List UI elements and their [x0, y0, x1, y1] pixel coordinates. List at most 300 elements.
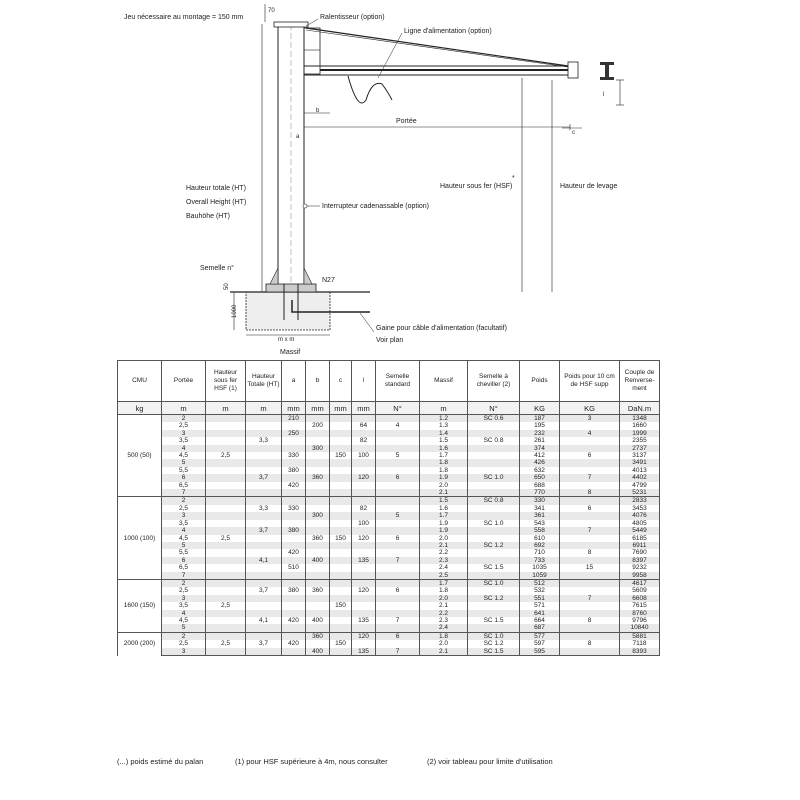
table-cell: 1.6: [420, 445, 468, 452]
table-cell: [352, 624, 376, 632]
table-cell: 1.2: [420, 415, 468, 423]
table-cell: 6: [162, 474, 206, 481]
column-header: CMU: [118, 361, 162, 402]
table-cell: 8: [560, 640, 620, 647]
table-cell: 7: [376, 617, 420, 624]
table-cell: 4,1: [246, 617, 282, 624]
table-cell: 100: [352, 452, 376, 459]
table-cell: 300: [306, 512, 330, 519]
table-cell: [206, 445, 246, 452]
table-cell: 8397: [620, 557, 660, 564]
table-cell: 420: [282, 482, 306, 489]
table-row: [118, 542, 660, 549]
column-header: l: [352, 361, 376, 402]
table-row: [118, 459, 660, 466]
table-cell: [376, 482, 420, 489]
table-cell: [560, 422, 620, 429]
table-cell: [468, 610, 520, 617]
table-cell: 2: [162, 415, 206, 423]
table-cell: [246, 459, 282, 466]
table-cell: 5: [162, 542, 206, 549]
table-cell: [330, 579, 352, 587]
table-cell: [246, 489, 282, 497]
table-cell: 360: [306, 474, 330, 481]
table-cell: 330: [282, 505, 306, 512]
table-cell: [246, 430, 282, 437]
table-cell: [246, 572, 282, 580]
table-cell: 1660: [620, 422, 660, 429]
table-cell: 2,5: [206, 640, 246, 647]
table-row: [118, 467, 660, 474]
ht-de-label: Bauhöhe (HT): [186, 213, 230, 220]
table-cell: [246, 564, 282, 571]
table-cell: 2: [162, 632, 206, 640]
table-cell: [560, 557, 620, 564]
cmu-cell: 2000 (200): [118, 632, 162, 655]
table-cell: 6: [376, 535, 420, 542]
ligne-alimentation-label: Ligne d'alimentation (option): [404, 28, 492, 35]
table-cell: 770: [520, 489, 560, 497]
table-cell: 300: [306, 445, 330, 452]
table-cell: 2,5: [206, 452, 246, 459]
table-header: [118, 361, 660, 415]
table-cell: [330, 564, 352, 571]
table-cell: 2.4: [420, 564, 468, 571]
table-cell: 7: [162, 489, 206, 497]
table-row: [118, 430, 660, 437]
table-cell: [376, 542, 420, 549]
table-cell: [330, 459, 352, 466]
cmu-cell: 1000 (100): [118, 497, 162, 579]
table-cell: 2.2: [420, 549, 468, 556]
table-cell: 2833: [620, 497, 660, 505]
table-cell: [352, 459, 376, 466]
unit-cell: KG: [560, 402, 620, 415]
table-cell: [468, 587, 520, 594]
table-cell: 120: [352, 587, 376, 594]
table-cell: [468, 452, 520, 459]
table-row: [118, 624, 660, 632]
footnote-hsf: (1) pour HSF supérieure à 4m, nous consulter: [235, 757, 388, 766]
table-cell: 150: [330, 452, 352, 459]
table-cell: [376, 640, 420, 647]
table-cell: [352, 527, 376, 534]
table-row: [118, 632, 660, 640]
table-cell: 8393: [620, 648, 660, 656]
table-cell: 6: [560, 452, 620, 459]
table-cell: [246, 610, 282, 617]
table-cell: 374: [520, 445, 560, 452]
table-cell: [352, 497, 376, 505]
table-cell: 2.0: [420, 482, 468, 489]
table-cell: [206, 520, 246, 527]
table-cell: [306, 564, 330, 571]
table-cell: [468, 422, 520, 429]
table-cell: [330, 610, 352, 617]
table-cell: 4,1: [246, 557, 282, 564]
table-cell: [352, 467, 376, 474]
footnotes: [117, 757, 717, 769]
table-cell: [282, 445, 306, 452]
table-cell: [376, 549, 420, 556]
table-cell: [306, 430, 330, 437]
table-cell: [306, 482, 330, 489]
voir-plan-label: Voir plan: [376, 337, 404, 344]
column-header: Semelle à cheviller (2): [468, 361, 520, 402]
table-cell: 4: [376, 422, 420, 429]
table-row: [118, 595, 660, 602]
table-cell: [282, 648, 306, 656]
table-cell: [376, 595, 420, 602]
table-cell: [376, 564, 420, 571]
table-row: [118, 579, 660, 587]
table-cell: 597: [520, 640, 560, 647]
column-header: c: [330, 361, 352, 402]
table-row: [118, 512, 660, 519]
table-cell: [206, 482, 246, 489]
table-cell: 150: [330, 602, 352, 609]
dim-side-label: 50: [224, 283, 230, 290]
table-cell: SC 1.0: [468, 520, 520, 527]
table-cell: [282, 459, 306, 466]
table-cell: [330, 437, 352, 444]
table-cell: [376, 430, 420, 437]
table-cell: 82: [352, 437, 376, 444]
table-cell: 2: [162, 579, 206, 587]
table-row: [118, 572, 660, 580]
table-cell: 9796: [620, 617, 660, 624]
table-cell: [560, 520, 620, 527]
table-row: [118, 415, 660, 423]
table-cell: 400: [306, 648, 330, 656]
portee-label: Portée: [396, 118, 417, 125]
hsf-label: Hauteur sous fer (HSF): [440, 183, 513, 190]
table-cell: [560, 445, 620, 452]
table-cell: 5,5: [162, 549, 206, 556]
table-cell: [560, 632, 620, 640]
cmu-cell: 1600 (150): [118, 579, 162, 632]
table-cell: [282, 624, 306, 632]
table-cell: [330, 430, 352, 437]
table-cell: 2.3: [420, 617, 468, 624]
table-row: [118, 557, 660, 564]
table-cell: 8: [560, 549, 620, 556]
table-cell: 135: [352, 617, 376, 624]
table-cell: 7: [376, 557, 420, 564]
table-cell: [376, 527, 420, 534]
table-cell: [330, 632, 352, 640]
table-cell: SC 1.2: [468, 595, 520, 602]
table-cell: 5881: [620, 632, 660, 640]
table-cell: [330, 549, 352, 556]
table-cell: [306, 640, 330, 647]
table-row: [118, 505, 660, 512]
table-cell: 641: [520, 610, 560, 617]
table-cell: [468, 430, 520, 437]
table-cell: [246, 415, 282, 423]
table-cell: [282, 489, 306, 497]
table-cell: [376, 572, 420, 580]
unit-cell: m: [420, 402, 468, 415]
dim-b-label: b: [316, 108, 320, 114]
table-cell: [352, 445, 376, 452]
table-cell: 1.7: [420, 452, 468, 459]
cmu-cell: 500 (50): [118, 415, 162, 497]
table-cell: [246, 497, 282, 505]
table-cell: SC 1.5: [468, 564, 520, 571]
table-cell: [282, 422, 306, 429]
table-cell: 688: [520, 482, 560, 489]
table-cell: [306, 595, 330, 602]
table-cell: [330, 527, 352, 534]
table-cell: 664: [520, 617, 560, 624]
table-cell: [330, 445, 352, 452]
table-cell: 4013: [620, 467, 660, 474]
table-cell: 6185: [620, 535, 660, 542]
table-row: [118, 497, 660, 505]
column-header: Portée: [162, 361, 206, 402]
table-cell: [306, 579, 330, 587]
table-row: [118, 520, 660, 527]
table-cell: 3: [560, 415, 620, 423]
table-row: [118, 610, 660, 617]
table-cell: [560, 437, 620, 444]
table-cell: [330, 497, 352, 505]
table-cell: [206, 422, 246, 429]
table-cell: [206, 610, 246, 617]
table-cell: 187: [520, 415, 560, 423]
foundation-block: [246, 292, 330, 330]
table-cell: [246, 445, 282, 452]
table-cell: [306, 452, 330, 459]
unit-cell: kg: [118, 402, 162, 415]
table-cell: 3: [162, 430, 206, 437]
table-cell: 360: [306, 587, 330, 594]
table-cell: [376, 459, 420, 466]
unit-cell: N°: [376, 402, 420, 415]
table-cell: 558: [520, 527, 560, 534]
table-cell: [330, 595, 352, 602]
table-cell: 650: [520, 474, 560, 481]
table-row: [118, 587, 660, 594]
unit-cell: N°: [468, 402, 520, 415]
table-cell: [306, 624, 330, 632]
unit-cell: m: [162, 402, 206, 415]
table-cell: 543: [520, 520, 560, 527]
dim-top-label: 70: [268, 8, 275, 14]
table-cell: [330, 557, 352, 564]
table-cell: [560, 602, 620, 609]
table-cell: [282, 595, 306, 602]
unit-cell: m: [246, 402, 282, 415]
table-cell: [468, 445, 520, 452]
table-cell: 6608: [620, 595, 660, 602]
table-cell: [352, 512, 376, 519]
table-cell: 2.1: [420, 542, 468, 549]
table-cell: [330, 587, 352, 594]
table-cell: [246, 452, 282, 459]
table-cell: 135: [352, 557, 376, 564]
table-row: [118, 474, 660, 481]
table-cell: [376, 579, 420, 587]
table-row: [118, 489, 660, 497]
unit-cell: mm: [282, 402, 306, 415]
table-cell: [352, 415, 376, 423]
table-cell: [282, 437, 306, 444]
table-cell: 2.4: [420, 624, 468, 632]
table-cell: 5: [162, 624, 206, 632]
table-row: [118, 564, 660, 571]
table-row: [118, 452, 660, 459]
dim-depth-label: 1000: [232, 304, 238, 318]
table-cell: SC 1.0: [468, 474, 520, 481]
table-cell: [306, 489, 330, 497]
table-cell: 360: [306, 535, 330, 542]
table-cell: [206, 489, 246, 497]
table-cell: 6: [162, 557, 206, 564]
table-cell: SC 1.5: [468, 648, 520, 656]
table-cell: [560, 459, 620, 466]
table-cell: 15: [560, 564, 620, 571]
table-cell: [282, 602, 306, 609]
table-cell: [352, 640, 376, 647]
table-cell: 3137: [620, 452, 660, 459]
table-cell: 5: [376, 452, 420, 459]
table-cell: [246, 648, 282, 656]
table-cell: 261: [520, 437, 560, 444]
table-cell: 3: [162, 512, 206, 519]
table-cell: 1.7: [420, 579, 468, 587]
table-cell: 551: [520, 595, 560, 602]
table-cell: 3,7: [246, 474, 282, 481]
table-cell: 3,5: [162, 602, 206, 609]
table-row: [118, 422, 660, 429]
column-header: Couple de Renverse-ment: [620, 361, 660, 402]
table-cell: 6,5: [162, 482, 206, 489]
table-cell: 5231: [620, 489, 660, 497]
table-cell: 3,7: [246, 587, 282, 594]
table-cell: [330, 474, 352, 481]
table-cell: 512: [520, 579, 560, 587]
table-cell: [246, 482, 282, 489]
table-cell: 3453: [620, 505, 660, 512]
table-cell: [352, 549, 376, 556]
table-cell: 4: [560, 430, 620, 437]
table-row: [118, 482, 660, 489]
mxm-label: m x m: [278, 337, 295, 343]
table-cell: 2,5: [206, 602, 246, 609]
table-cell: SC 0.6: [468, 415, 520, 423]
table-cell: 7: [560, 474, 620, 481]
table-cell: [206, 549, 246, 556]
table-cell: [282, 572, 306, 580]
table-cell: 3,7: [246, 527, 282, 534]
table-cell: [330, 467, 352, 474]
table-cell: [376, 445, 420, 452]
footnote-palan: (...) poids estimé du palan: [117, 757, 204, 766]
table-cell: 7690: [620, 549, 660, 556]
table-cell: [352, 564, 376, 571]
table-cell: [306, 549, 330, 556]
table-cell: 532: [520, 587, 560, 594]
table-cell: [560, 467, 620, 474]
table-cell: 135: [352, 648, 376, 656]
table-cell: 10840: [620, 624, 660, 632]
table-cell: 210: [282, 415, 306, 423]
table-cell: [468, 527, 520, 534]
table-cell: [468, 602, 520, 609]
table-cell: [282, 520, 306, 527]
interrupteur-label: Interrupteur cadenassable (option): [322, 203, 430, 210]
table-row: [118, 535, 660, 542]
table-cell: 577: [520, 632, 560, 640]
table-cell: 3,5: [162, 520, 206, 527]
table-cell: 1.5: [420, 497, 468, 505]
table-cell: 380: [282, 467, 306, 474]
table-body: [118, 415, 660, 656]
unit-cell: mm: [352, 402, 376, 415]
table-cell: SC 1.2: [468, 542, 520, 549]
table-cell: 200: [306, 422, 330, 429]
table-cell: [468, 549, 520, 556]
column-header: Hauteur sous fer HSF (1): [206, 361, 246, 402]
table-cell: 3491: [620, 459, 660, 466]
ralentisseur-label: Ralentisseur (option): [320, 14, 385, 21]
table-cell: 195: [520, 422, 560, 429]
table-cell: 64: [352, 422, 376, 429]
table-cell: [330, 648, 352, 656]
table-cell: [330, 617, 352, 624]
table-cell: [306, 610, 330, 617]
table-cell: 1.8: [420, 632, 468, 640]
table-cell: 3,5: [162, 437, 206, 444]
crane-diagram: [0, 0, 800, 360]
table-cell: [206, 579, 246, 587]
table-cell: 1348: [620, 415, 660, 423]
table-cell: [330, 482, 352, 489]
table-cell: SC 0.8: [468, 497, 520, 505]
table-cell: [282, 610, 306, 617]
table-cell: [330, 422, 352, 429]
table-cell: [306, 542, 330, 549]
table-cell: 420: [282, 617, 306, 624]
table-cell: 2,5: [162, 640, 206, 647]
table-cell: 1.5: [420, 437, 468, 444]
table-cell: 360: [306, 632, 330, 640]
unit-cell: mm: [306, 402, 330, 415]
table-cell: 1.8: [420, 467, 468, 474]
table-cell: 6: [376, 474, 420, 481]
table-cell: [246, 512, 282, 519]
table-cell: [560, 624, 620, 632]
table-cell: 8760: [620, 610, 660, 617]
table-cell: [206, 437, 246, 444]
table-cell: [246, 542, 282, 549]
table-cell: 2.5: [420, 572, 468, 580]
header-row: [118, 361, 660, 402]
table-cell: 7615: [620, 602, 660, 609]
table-cell: [330, 512, 352, 519]
table-cell: 400: [306, 617, 330, 624]
table-cell: [376, 602, 420, 609]
table-cell: [206, 542, 246, 549]
table-cell: [246, 520, 282, 527]
table-cell: [376, 489, 420, 497]
table-cell: 710: [520, 549, 560, 556]
table-cell: [560, 587, 620, 594]
table-cell: 2,5: [206, 535, 246, 542]
table-cell: 400: [306, 557, 330, 564]
